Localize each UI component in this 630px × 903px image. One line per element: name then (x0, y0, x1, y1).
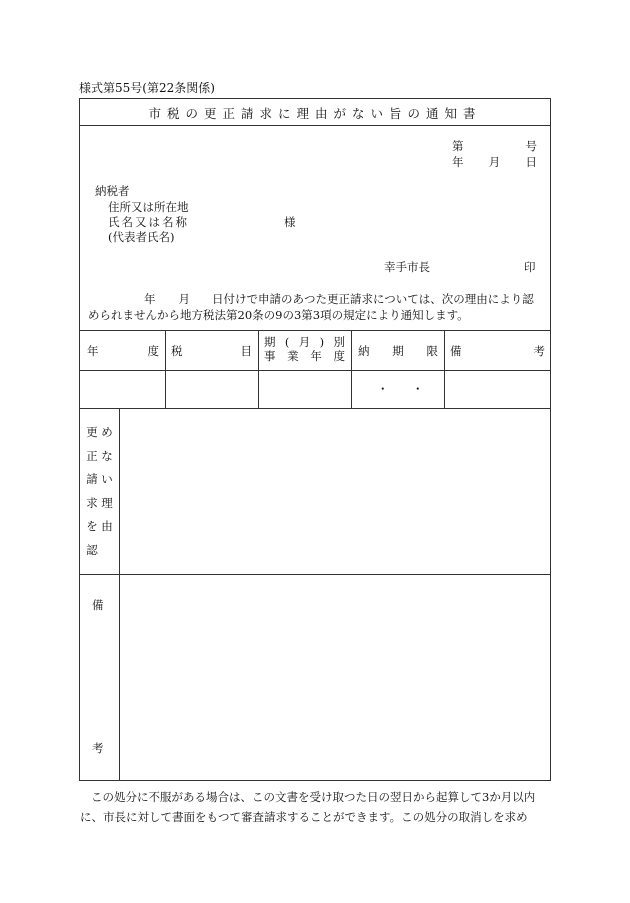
name-label: 氏名又は名称 (108, 215, 189, 229)
representative-label: (代表者氏名) (108, 230, 175, 244)
deadline-dot: ・ (412, 382, 424, 396)
notice-body (88, 291, 543, 323)
seal-mark: 印 (524, 260, 536, 274)
form-number: 様式第55号(第22条関係) (79, 81, 215, 95)
appeal-notice: この処分に不服がある場合は、この文書を受け取つた日の翌日から起算して3か月以内に、市長に対して書面をもつて審査請求することができます。この処分の取消しを求め (80, 790, 536, 824)
header-deadline: 納 期 限 (358, 344, 438, 358)
issuer-name: 幸手市長 (384, 260, 430, 274)
document-number (452, 139, 537, 153)
header-remarks: 備 考 (450, 344, 545, 358)
table-bottom-line (79, 408, 551, 409)
label-column-divider (119, 408, 120, 781)
header-tax-item: 税 目 (171, 344, 252, 358)
document-title: 市税の更正請求に理由がない旨の通知書 (148, 106, 482, 121)
reason-bottom-line (79, 574, 551, 575)
table-col-divider (444, 330, 445, 408)
issue-date (452, 155, 537, 169)
deadline-dot: ・ (377, 382, 389, 396)
address-label: 住所又は所在地 (108, 200, 189, 214)
taxpayer-label: 納税者 (95, 184, 130, 198)
remarks-label-bottom: 考 (92, 741, 104, 755)
body-year: 年 (144, 292, 156, 306)
table-top-line (79, 330, 551, 331)
reason-label-col2: め な い 理 由 (101, 425, 113, 533)
header-fiscal-year: 年 度 (87, 344, 159, 358)
body-text: 日付けで申請のあつた更正請求については、次の理由により認められませんから地方税法第20条の9の3第3項の規定により通知します。 (88, 292, 534, 322)
date-month: 月 (488, 155, 501, 169)
table-col-divider (165, 330, 166, 408)
date-day: 日 (525, 155, 537, 169)
doc-no-prefix: 第 (452, 139, 464, 153)
remarks-label-top: 備 (92, 598, 104, 612)
table-col-divider (258, 330, 259, 408)
reason-label-col1: 更 正 請 求 を 認 (86, 425, 98, 557)
honorific: 様 (284, 215, 296, 229)
title-divider (79, 125, 551, 126)
date-year: 年 (452, 155, 464, 169)
table-col-divider (351, 330, 352, 408)
table-header-line (79, 370, 551, 371)
header-period: 期 ( 月 ) 別 事 業 年 度 (264, 335, 345, 363)
body-month: 月 (178, 292, 190, 306)
doc-no-suffix: 号 (525, 139, 537, 153)
